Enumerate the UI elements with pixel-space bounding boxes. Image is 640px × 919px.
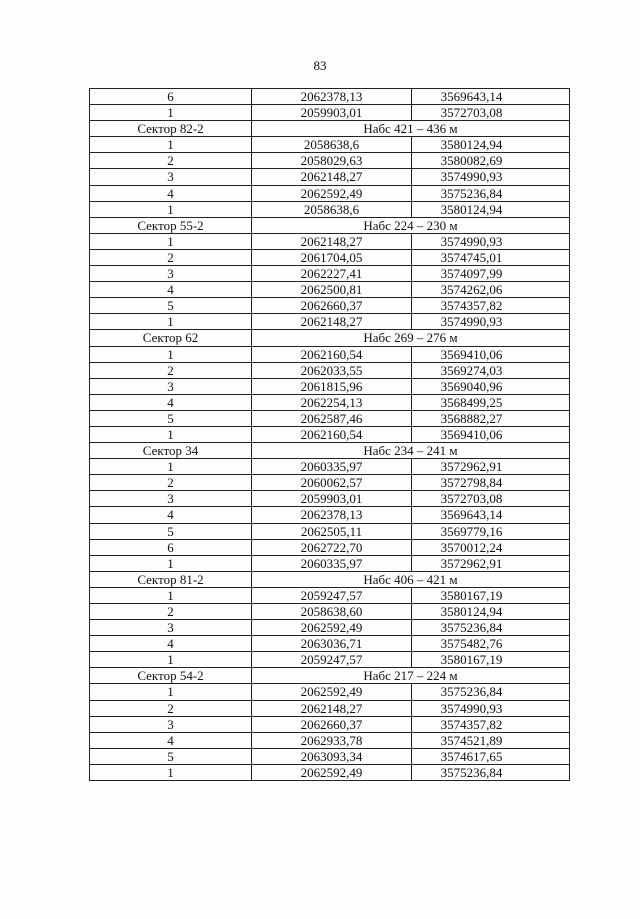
sector-name: Сектор 34 — [90, 443, 252, 459]
coordinate-y: 3580167,19 — [412, 652, 570, 668]
coordinate-y: 3572703,08 — [412, 491, 570, 507]
coordinate-x: 2062587,46 — [252, 410, 412, 426]
sector-header-row — [90, 443, 570, 459]
point-number: 4 — [90, 636, 252, 652]
point-number: 2 — [90, 475, 252, 491]
sector-depth-range: Набс 217 – 224 м — [252, 668, 570, 684]
table-row — [90, 475, 570, 491]
coordinate-x: 2062933,78 — [252, 732, 412, 748]
coordinate-y: 3572962,91 — [412, 459, 570, 475]
coordinate-y: 3574990,93 — [412, 700, 570, 716]
coordinate-y: 3580124,94 — [412, 137, 570, 153]
table-row — [90, 636, 570, 652]
coordinate-x: 2062254,13 — [252, 394, 412, 410]
point-number: 1 — [90, 764, 252, 780]
coordinate-y: 3575236,84 — [412, 620, 570, 636]
coordinates-table — [89, 88, 570, 781]
table-row — [90, 282, 570, 298]
coordinate-x: 2059903,01 — [252, 491, 412, 507]
coordinate-y: 3574990,93 — [412, 169, 570, 185]
coordinate-x: 2059903,01 — [252, 105, 412, 121]
coordinate-y: 3574990,93 — [412, 314, 570, 330]
table-row — [90, 378, 570, 394]
coordinate-x: 2062722,70 — [252, 539, 412, 555]
table-row — [90, 684, 570, 700]
coordinate-y: 3575236,84 — [412, 684, 570, 700]
table-row — [90, 523, 570, 539]
coordinate-y: 3572962,91 — [412, 555, 570, 571]
coordinate-y: 3572703,08 — [412, 105, 570, 121]
coordinate-x: 2062160,54 — [252, 426, 412, 442]
coordinate-y: 3569410,06 — [412, 426, 570, 442]
table-row — [90, 507, 570, 523]
coordinate-y: 3574262,06 — [412, 282, 570, 298]
table-row — [90, 491, 570, 507]
table-row — [90, 426, 570, 442]
sector-header-row — [90, 571, 570, 587]
coordinate-x: 2059247,57 — [252, 652, 412, 668]
table-row — [90, 346, 570, 362]
coordinate-x: 2062500,81 — [252, 282, 412, 298]
sector-header-row — [90, 330, 570, 346]
coordinate-y: 3569274,03 — [412, 362, 570, 378]
coordinate-x: 2061704,05 — [252, 249, 412, 265]
coordinate-x: 2060062,57 — [252, 475, 412, 491]
table-row — [90, 249, 570, 265]
table-row — [90, 764, 570, 780]
coordinate-y: 3574745,01 — [412, 249, 570, 265]
table-row — [90, 137, 570, 153]
point-number: 3 — [90, 378, 252, 394]
point-number: 4 — [90, 732, 252, 748]
table-row — [90, 105, 570, 121]
coordinate-x: 2062378,13 — [252, 89, 412, 105]
coordinate-x: 2058638,6 — [252, 201, 412, 217]
coordinate-y: 3574357,82 — [412, 716, 570, 732]
coordinate-y: 3574990,93 — [412, 233, 570, 249]
table-row — [90, 748, 570, 764]
table-row — [90, 298, 570, 314]
table-row — [90, 620, 570, 636]
sector-name: Сектор 54-2 — [90, 668, 252, 684]
table-row — [90, 201, 570, 217]
table-row — [90, 266, 570, 282]
coordinate-y: 3570012,24 — [412, 539, 570, 555]
table-row — [90, 362, 570, 378]
table-row — [90, 652, 570, 668]
coordinate-y: 3569779,16 — [412, 523, 570, 539]
coordinate-x: 2062378,13 — [252, 507, 412, 523]
point-number: 2 — [90, 604, 252, 620]
coordinate-x: 2062148,27 — [252, 314, 412, 330]
point-number: 3 — [90, 716, 252, 732]
coordinate-y: 3569643,14 — [412, 507, 570, 523]
coordinate-y: 3580167,19 — [412, 587, 570, 603]
coordinate-x: 2060335,97 — [252, 555, 412, 571]
point-number: 3 — [90, 620, 252, 636]
point-number: 1 — [90, 201, 252, 217]
coordinate-x: 2062148,27 — [252, 169, 412, 185]
page-number: 83 — [313, 58, 327, 73]
sector-header-row — [90, 217, 570, 233]
table-row — [90, 587, 570, 603]
coordinate-y: 3580124,94 — [412, 201, 570, 217]
coordinate-x: 2062660,37 — [252, 716, 412, 732]
point-number: 1 — [90, 459, 252, 475]
coordinate-x: 2062592,49 — [252, 620, 412, 636]
coordinate-x: 2062505,11 — [252, 523, 412, 539]
coordinate-x: 2062660,37 — [252, 298, 412, 314]
coordinate-y: 3574617,65 — [412, 748, 570, 764]
point-number: 2 — [90, 249, 252, 265]
point-number: 4 — [90, 185, 252, 201]
sector-depth-range: Набс 406 – 421 м — [252, 571, 570, 587]
coordinate-x: 2063093,34 — [252, 748, 412, 764]
point-number: 1 — [90, 652, 252, 668]
table-row — [90, 716, 570, 732]
point-number: 1 — [90, 105, 252, 121]
coordinate-y: 3568499,25 — [412, 394, 570, 410]
coordinate-x: 2061815,96 — [252, 378, 412, 394]
table-row — [90, 169, 570, 185]
sector-depth-range: Набс 421 – 436 м — [252, 121, 570, 137]
point-number: 1 — [90, 587, 252, 603]
coordinate-x: 2058638,60 — [252, 604, 412, 620]
sector-name: Сектор 81-2 — [90, 571, 252, 587]
coordinate-x: 2062033,55 — [252, 362, 412, 378]
coordinate-y: 3580124,94 — [412, 604, 570, 620]
point-number: 2 — [90, 362, 252, 378]
coordinate-y: 3575236,84 — [412, 185, 570, 201]
table-row — [90, 314, 570, 330]
table-row — [90, 539, 570, 555]
table-row — [90, 185, 570, 201]
coordinate-x: 2058638,6 — [252, 137, 412, 153]
table-row — [90, 732, 570, 748]
sector-depth-range: Набс 269 – 276 м — [252, 330, 570, 346]
point-number: 4 — [90, 394, 252, 410]
table-row — [90, 700, 570, 716]
point-number: 6 — [90, 539, 252, 555]
coordinate-y: 3574097,99 — [412, 266, 570, 282]
sector-depth-range: Набс 224 – 230 м — [252, 217, 570, 233]
point-number: 1 — [90, 684, 252, 700]
point-number: 3 — [90, 491, 252, 507]
sector-header-row — [90, 121, 570, 137]
coordinate-y: 3572798,84 — [412, 475, 570, 491]
point-number: 1 — [90, 346, 252, 362]
coordinate-x: 2062148,27 — [252, 700, 412, 716]
table-row — [90, 394, 570, 410]
table-row — [90, 89, 570, 105]
coordinate-x: 2062592,49 — [252, 764, 412, 780]
table-row — [90, 410, 570, 426]
sector-name: Сектор 82-2 — [90, 121, 252, 137]
point-number: 1 — [90, 555, 252, 571]
point-number: 2 — [90, 153, 252, 169]
coordinate-y: 3569410,06 — [412, 346, 570, 362]
point-number: 4 — [90, 507, 252, 523]
point-number: 4 — [90, 282, 252, 298]
sector-header-row — [90, 668, 570, 684]
point-number: 1 — [90, 233, 252, 249]
table-row — [90, 555, 570, 571]
point-number: 5 — [90, 298, 252, 314]
coordinate-y: 3575236,84 — [412, 764, 570, 780]
table-row — [90, 459, 570, 475]
coordinate-y: 3580082,69 — [412, 153, 570, 169]
point-number: 6 — [90, 89, 252, 105]
point-number: 1 — [90, 314, 252, 330]
coordinate-x: 2060335,97 — [252, 459, 412, 475]
sector-name: Сектор 62 — [90, 330, 252, 346]
coordinate-x: 2062592,49 — [252, 185, 412, 201]
coordinate-x: 2062148,27 — [252, 233, 412, 249]
coordinate-y: 3574521,89 — [412, 732, 570, 748]
coordinate-x: 2059247,57 — [252, 587, 412, 603]
table-row — [90, 233, 570, 249]
point-number: 1 — [90, 137, 252, 153]
coordinates-table-body — [90, 89, 570, 781]
coordinate-x: 2063036,71 — [252, 636, 412, 652]
point-number: 2 — [90, 700, 252, 716]
coordinate-x: 2058029,63 — [252, 153, 412, 169]
coordinate-x: 2062160,54 — [252, 346, 412, 362]
table-row — [90, 153, 570, 169]
sector-depth-range: Набс 234 – 241 м — [252, 443, 570, 459]
table-row — [90, 604, 570, 620]
sector-name: Сектор 55-2 — [90, 217, 252, 233]
point-number: 5 — [90, 748, 252, 764]
point-number: 1 — [90, 426, 252, 442]
coordinate-x: 2062592,49 — [252, 684, 412, 700]
coordinate-y: 3569040,96 — [412, 378, 570, 394]
point-number: 5 — [90, 523, 252, 539]
coordinate-x: 2062227,41 — [252, 266, 412, 282]
point-number: 3 — [90, 266, 252, 282]
coordinate-y: 3569643,14 — [412, 89, 570, 105]
coordinate-y: 3568882,27 — [412, 410, 570, 426]
coordinate-y: 3575482,76 — [412, 636, 570, 652]
point-number: 3 — [90, 169, 252, 185]
coordinate-y: 3574357,82 — [412, 298, 570, 314]
point-number: 5 — [90, 410, 252, 426]
